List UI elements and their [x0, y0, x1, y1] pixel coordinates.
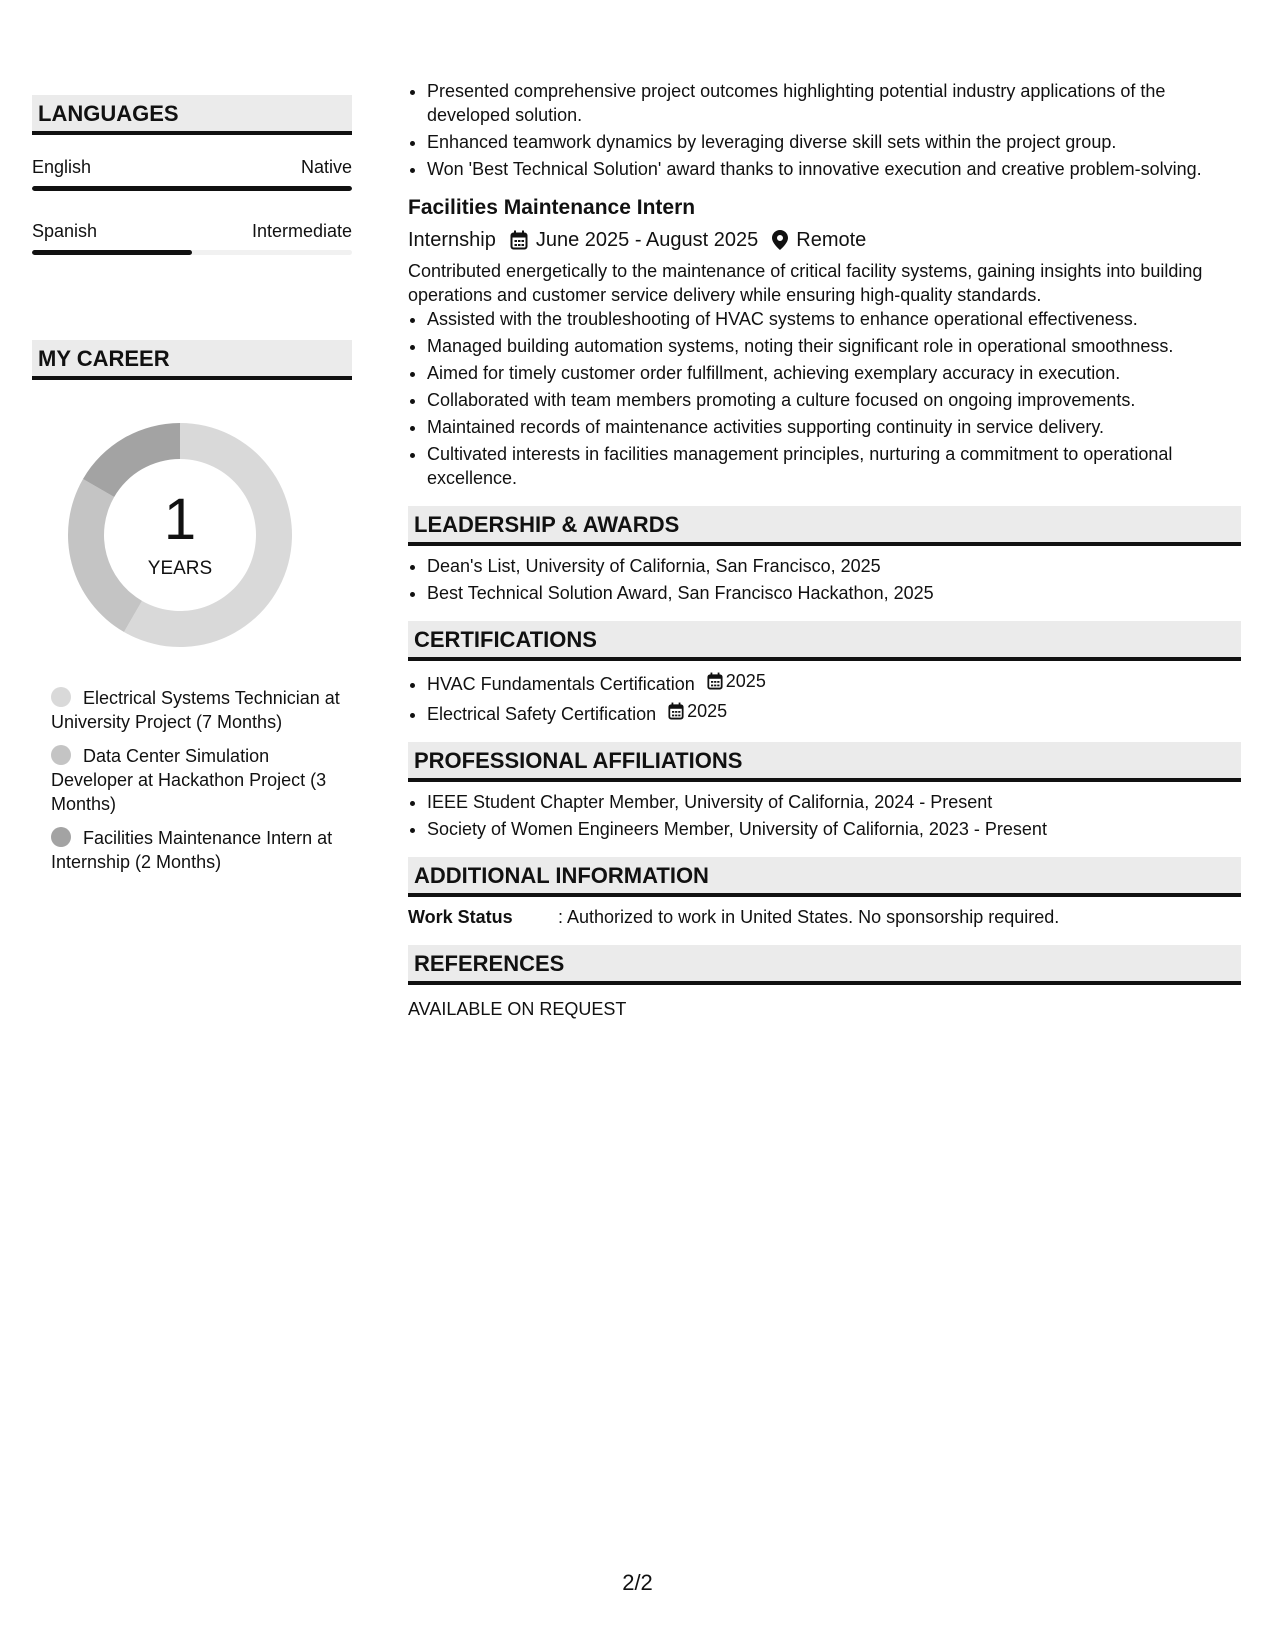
references-section: [408, 945, 1241, 1021]
job-location: Remote: [796, 229, 867, 251]
certifications-section: [408, 621, 1241, 726]
language-item-spanish: [32, 221, 352, 255]
language-name: English: [32, 157, 92, 177]
job-meta: [408, 226, 1241, 254]
career-legend-item: [51, 744, 341, 816]
bullet-item: • Aimed for timely customer order fulfillment, achieving exemplary accuracy in execution.: [427, 361, 1241, 385]
affiliations-section: [408, 742, 1241, 841]
job-entry: [408, 194, 1241, 490]
languages-heading: LANGUAGES: [32, 95, 352, 135]
previous-job-bullets: [408, 79, 1241, 181]
legend-dot: [51, 745, 71, 765]
work-status-label: Work Status: [408, 907, 513, 927]
job-type: Internship: [408, 229, 496, 251]
calendar-icon: [707, 672, 723, 690]
legend-label: Electrical Systems Technician at University Project (7 Months): [51, 688, 340, 732]
award-item: • Dean's List, University of California, San Francisco, 2025: [427, 554, 1241, 578]
language-proficiency-fill: [32, 250, 192, 255]
awards-section: [408, 506, 1241, 605]
bullet-item: • Cultivated interests in facilities management principles, nurturing a commitment to operational excellence.: [427, 442, 1241, 490]
affiliation-item: • Society of Women Engineers Member, University of California, 2023 - Present: [427, 817, 1241, 841]
main-column: [408, 79, 1241, 1021]
career-heading: MY CAREER: [32, 340, 352, 380]
references-heading: REFERENCES: [408, 945, 1241, 985]
certification-item: [427, 669, 1241, 696]
job-title: Facilities Maintenance Intern: [408, 196, 696, 219]
donut-slice-3: [83, 423, 180, 497]
affiliations-heading: PROFESSIONAL AFFILIATIONS: [408, 742, 1241, 782]
awards-heading: LEADERSHIP & AWARDS: [408, 506, 1241, 546]
legend-dot: [51, 827, 71, 847]
job-description: Contributed energetically to the maintenance of critical facility systems, gaining insights into building operations and customer service delivery while ensuring high-quality standards.: [408, 261, 1203, 305]
certification-item: [427, 699, 1241, 726]
work-status-value: : Authorized to work in United States. No sponsorship required.: [558, 907, 1060, 927]
language-level: Intermediate: [251, 221, 352, 241]
legend-label: Facilities Maintenance Intern at Internship (2 Months): [51, 828, 333, 872]
bullet-item: • Collaborated with team members promoting a culture focused on ongoing improvements.: [427, 388, 1241, 412]
calendar-icon: [510, 230, 528, 250]
work-status-row: [408, 905, 1241, 929]
bullet-item: • Assisted with the troubleshooting of HVAC systems to enhance operational effectiveness.: [427, 307, 1241, 331]
language-proficiency-fill: [32, 186, 352, 191]
career-legend: [51, 686, 341, 874]
career-legend-item: [51, 826, 341, 874]
language-item-english: [32, 157, 352, 191]
affiliation-item: • IEEE Student Chapter Member, University of California, 2024 - Present: [427, 790, 1241, 814]
map-pin-icon: [772, 230, 788, 250]
languages-section: [32, 95, 352, 255]
page-number: 2/2: [622, 1570, 653, 1595]
additional-info-section: [408, 857, 1241, 929]
award-item: • Best Technical Solution Award, San Francisco Hackathon, 2025: [427, 581, 1241, 605]
references-text: AVAILABLE ON REQUEST: [408, 999, 627, 1019]
language-level: Native: [300, 157, 352, 177]
legend-dot: [51, 687, 71, 707]
career-section: [32, 340, 352, 884]
certification-name: Electrical Safety Certification: [427, 704, 657, 724]
career-legend-item: [51, 686, 341, 734]
language-name: Spanish: [32, 221, 98, 241]
bullet-item: • Maintained records of maintenance activities supporting continuity in service delivery.: [427, 415, 1241, 439]
career-total-number: 1: [163, 487, 197, 552]
certification-name: HVAC Fundamentals Certification: [427, 674, 695, 694]
bullet-item: • Managed building automation systems, noting their significant role in operational smoothness.: [427, 334, 1241, 358]
bullet-item: • Won 'Best Technical Solution' award thanks to innovative execution and creative problem-solving.: [427, 157, 1241, 181]
certification-year: 2025: [687, 701, 728, 721]
calendar-icon: [668, 702, 684, 720]
job-bullets: [408, 307, 1241, 490]
language-proficiency-bar: [32, 250, 352, 255]
bullet-item: • Enhanced teamwork dynamics by leveraging diverse skill sets within the project group.: [427, 130, 1241, 154]
additional-info-heading: ADDITIONAL INFORMATION: [408, 857, 1241, 897]
legend-label: Data Center Simulation Developer at Hackathon Project (3 Months): [51, 746, 327, 814]
bullet-item: • Presented comprehensive project outcomes highlighting potential industry applications of the developed solution.: [427, 79, 1241, 127]
language-proficiency-bar: [32, 186, 352, 191]
certifications-heading: CERTIFICATIONS: [408, 621, 1241, 661]
job-dates: June 2025 - August 2025: [535, 229, 759, 251]
career-donut-chart: [65, 420, 295, 650]
certification-year: 2025: [725, 671, 766, 691]
career-total-unit: YEARS: [147, 558, 213, 579]
